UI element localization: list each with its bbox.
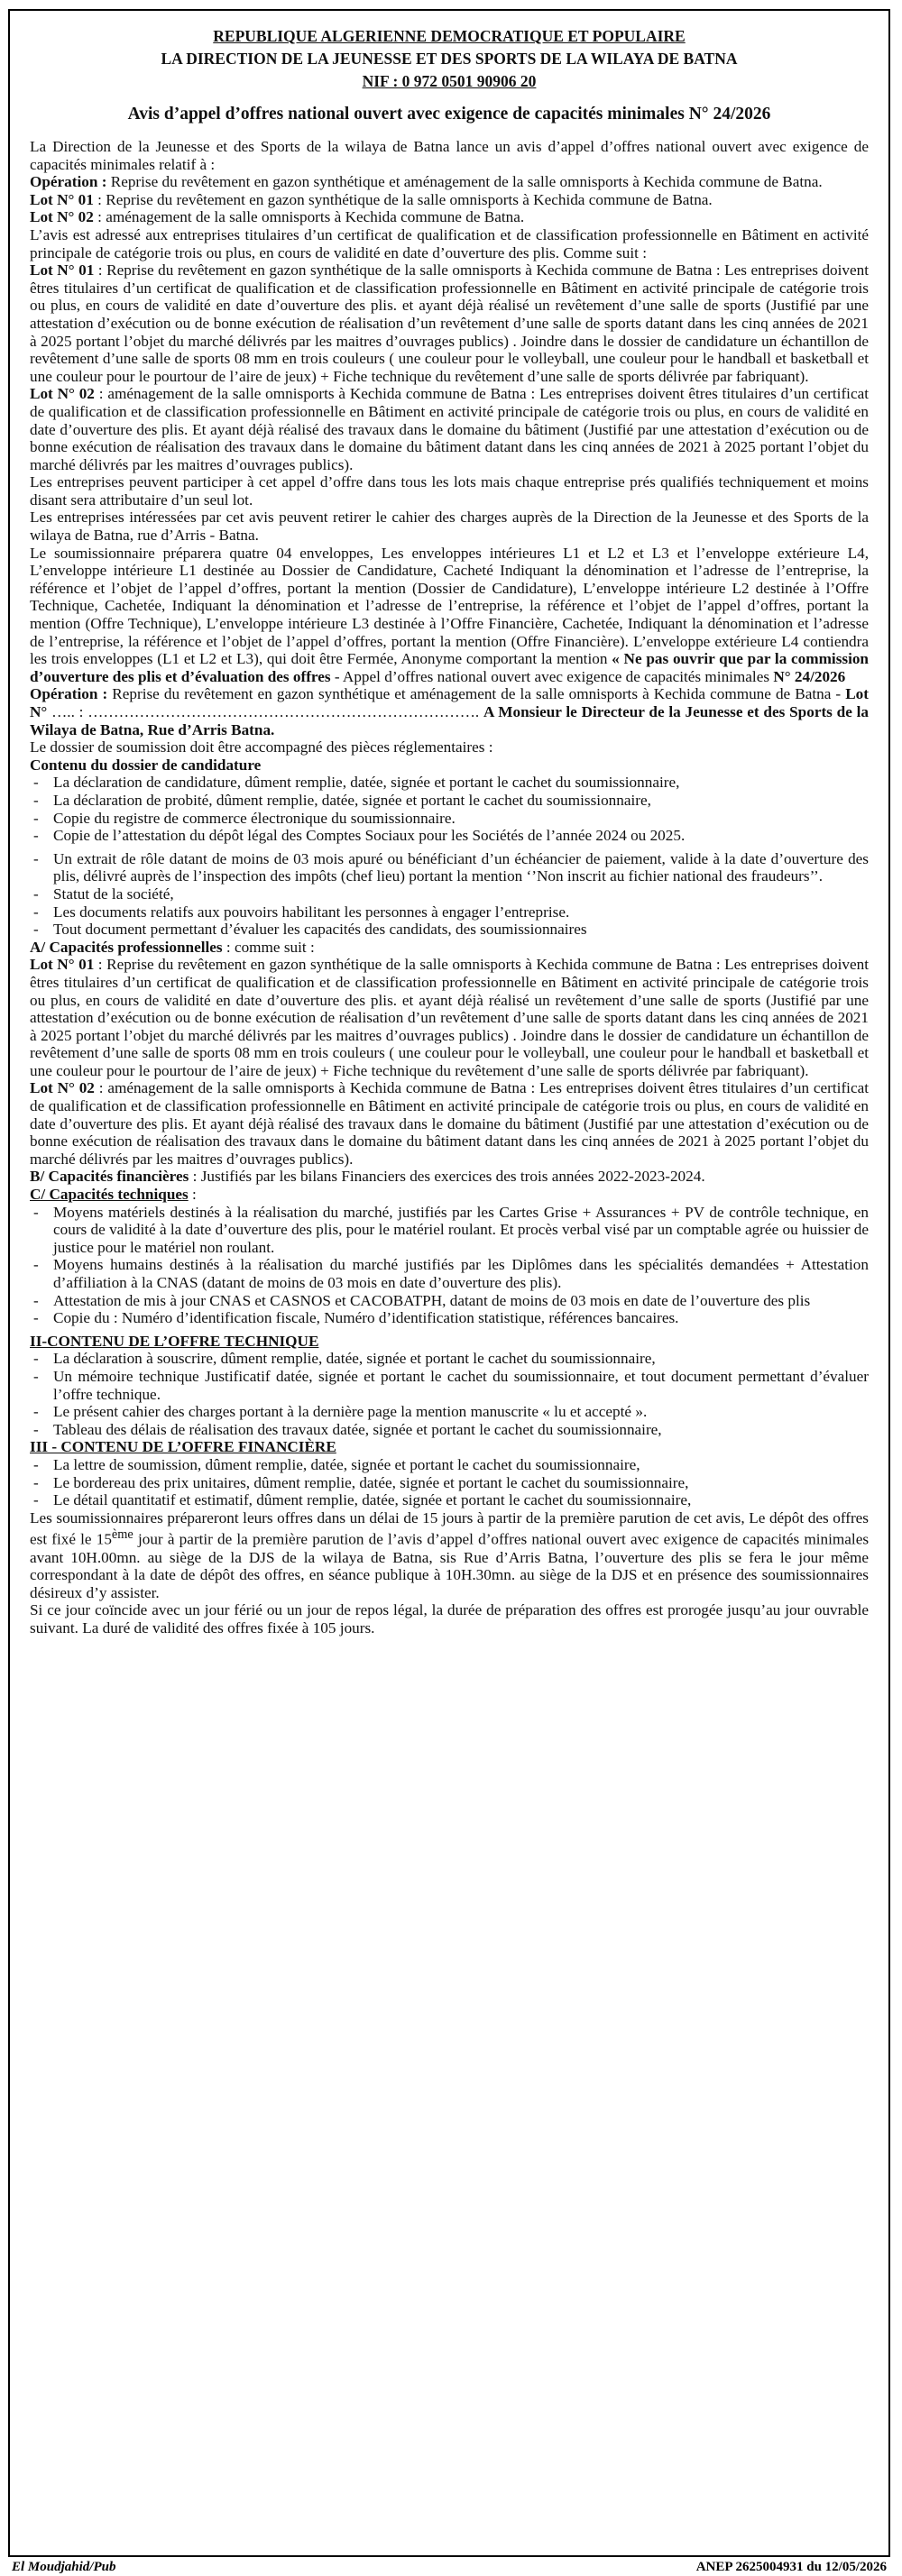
offre-technique-list: [30, 1350, 869, 1438]
list-item: - Moyens matériels destinés à la réalisation du marché, justifiés par les Cartes Grise + Assurances + PV de contrôle technique, en cours de validité à la date d’ouverture des plis, pour le matériel roulant. Et procès verbal visé par un comptable agrée ou huissier de justice pour le matériel non roulant.: [30, 1204, 869, 1257]
deadline-paragraph: Les soumissionnaires prépareront leurs offres dans un délai de 15 jours à partir de la première parution de cet avis, Le dépôt des offres est fixé le 15ème jour à partir de la première parution de l’avis d’appel d’offres national ouvert avec exigence de capacités minimales avant 10H.00mn. au siège de la DJS de la wilaya de Batna, sis Rue d’Arris Batna, l’ouverture des plis se fera le jour même correspondant à la date de dépôt des offres, en séance publique à 10H.30mn. au siège de la DJS et en présence des soumissionnaires désireux d’y assister.: [30, 1508, 870, 1601]
notice-page: [8, 9, 890, 2557]
lot1-line: Lot N° 01 : Reprise du revêtement en gazon synthétique de la salle omnisports à Kechida commune de Batna.: [30, 190, 713, 208]
operation-line: Opération : Reprise du revêtement en gazon synthétique et aménagement de la salle omnisports à Kechida commune de Batna.: [30, 173, 823, 191]
anep-reference: ANEP 2625004931 du 12/05/2026: [695, 2560, 887, 2574]
header-republic: REPUBLIQUE ALGERIENNE DEMOCRATIQUE ET POPULAIRE: [213, 27, 686, 45]
header-nif: NIF : 0 972 0501 90906 20: [362, 72, 537, 90]
operation-address-line: Opération : Reprise du revêtement en gazon synthétique et aménagement de la salle omnisports à Kechida commune de Batna - Lot N° ….. : …………………………………………………………………. A Monsieur le Directeur de la Jeunesse et des Sports de la Wilaya de Batna, Rue d’Arris Batna.: [30, 685, 869, 738]
eligibility-paragraph: L’avis est adressé aux entreprises titulaires d’un certificat de qualification et de classification professionnelle en Bâtiment en activité principale de catégorie trois ou plus, en cours de validité en date d’ouverture des plis. Comme suit :: [30, 225, 869, 261]
list-item: - Moyens humains destinés à la réalisation du marché justifiés par les Diplômes dans les spécialités demandées + Attestation d’affiliation à la CNAS (datant de moins de 03 mois en date d’ouverture des plis).: [30, 1256, 869, 1291]
header: [30, 25, 869, 93]
envelopes-paragraph: Le soumissionnaire préparera quatre 04 enveloppes, Les enveloppes intérieures L1 et L2 et L3 et l’enveloppe extérieure L4, L’enveloppe intérieure L1 destinée au Dossier de Candidature, Cacheté Indiquant la dénomination et l’adresse de l’entreprise, la référence et l’objet de l’appel d’offres, portant la mention (Dossier de Candidature), L’enveloppe intérieure L2 destinée à l’Offre Technique, Cachetée, Indiquant la dénomination et l’adresse de l’entreprise, la référence et l’objet de l’appel d’offres, portant la mention (Offre Technique), L’enveloppe intérieure L3 destinée à l’Offre Financière, Cachetée, Indiquant la dénomination et l’adresse de l’entreprise, la référence et l’objet de l’appel d’offres, portant la mention (Offre Financière). L’enveloppe extérieure L4 contiendra les trois enveloppes (L1 et L2 et L3), qui doit être Fermée, Anonyme comportant la mention « Ne pas ouvrir que par la commission d’ouverture des plis et d’évaluation des offres - Appel d’offres national ouvert avec exigence de capacités minimales N° 24/2026: [30, 544, 869, 685]
offre-financiere-heading: III - CONTENU DE L’OFFRE FINANCIÈRE: [30, 1438, 336, 1456]
publisher-credit: El Moudjahid/Pub: [12, 2560, 116, 2574]
list-item: - Statut de la société,: [30, 885, 869, 903]
list-item: - Un extrait de rôle datant de moins de 03 mois apuré ou bénéficiant d’un échéancier de paiement, valide à la date d’ouverture des plis, délivré auprès de l’inspection des impôts (chef lieu) portant la mention ‘’Non inscrit au fichier national des fraudeurs’’.: [30, 850, 869, 885]
footer: [8, 2559, 890, 2575]
offre-financiere-list: [30, 1456, 869, 1509]
lot2-requirements: Lot N° 02 : aménagement de la salle omnisports à Kechida commune de Batna : Les entreprises doivent êtres titulaires d’un certificat de qualification et de classification professionnelle en Bâtiment en activité principale de catégorie trois ou plus, en cours de validité en date d’ouverture des plis. Et ayant déjà réalisé des travaux dans le domaine du bâtiment (Justifié par une attestation d’exécution ou de bonne exécution de réalisation des travaux dans le domaine du bâtiment datant dans les cinq années de 2021 à 2025 portant l’objet du marché délivrés par les maitres d’ouvrages publics).: [30, 385, 869, 473]
list-item: - Un mémoire technique Justificatif datée, signée et portant le cachet du soumissionnaire, et tout document permettant d’évaluer l’offre technique.: [30, 1368, 869, 1403]
list-item: - Les documents relatifs aux pouvoirs habilitant les personnes à engager l’entreprise.: [30, 903, 869, 921]
list-item: - Attestation de mis à jour CNAS et CASNOS et CACOBATPH, datant de moins de 03 mois en date de l’ouverture des plis: [30, 1292, 869, 1310]
list-item: - Le présent cahier des charges portant à la dernière page la mention manuscrite « lu et accepté ».: [30, 1403, 869, 1421]
list-item: - Copie du : Numéro d’identification fiscale, Numéro d’identification statistique, références bancaires.: [30, 1309, 869, 1327]
participation-paragraph: Les entreprises peuvent participer à cet appel d’offre dans tous les lots mais chaque entreprise prés qualifiés techniquement et moins disant sera attributaire d’un seul lot.: [30, 473, 869, 509]
capacites-techniques-list: [30, 1204, 869, 1327]
capacites-techniques-heading: C/ Capacités techniques :: [30, 1186, 197, 1204]
list-item: - La lettre de soumission, dûment remplie, datée, signée et portant le cachet du soumissionnaire,: [30, 1456, 869, 1474]
list-item: - Le détail quantitatif et estimatif, dûment remplie, datée, signée et portant le cachet du soumissionnaire,: [30, 1491, 869, 1509]
lot2-requirements-repeat: Lot N° 02 : aménagement de la salle omnisports à Kechida commune de Batna : Les entreprises doivent êtres titulaires d’un certificat de qualification et de classification professionnelle en Bâtiment en activité principale de catégorie trois ou plus, en cours de validité en date d’ouverture des plis. Et ayant déjà réalisé des travaux dans le domaine du bâtiment (Justifié par une attestation d’exécution ou de bonne exécution de réalisation des travaux dans le domaine du bâtiment datant dans les cinq années de 2021 à 2025 portant l’objet du marché délivrés par les maitres d’ouvrages publics).: [30, 1079, 869, 1168]
capacites-financieres: B/ Capacités financières : Justifiés par les bilans Financiers des exercices des trois années 2022-2023-2024.: [30, 1168, 705, 1186]
submission-paragraph: Le dossier de soumission doit être accompagné des pièces réglementaires :: [30, 738, 493, 756]
list-item: - Tout document permettant d’évaluer les capacités des candidats, des soumissionnaires: [30, 921, 869, 939]
capacites-professionnelles-heading: A/ Capacités professionnelles : comme suit :: [30, 938, 315, 956]
intro-paragraph: La Direction de la Jeunesse et des Sports de la wilaya de Batna lance un avis d’appel d’offres national ouvert avec exigence de capacités minimales relatif à :: [30, 138, 869, 173]
lot1-requirements: Lot N° 01 : Reprise du revêtement en gazon synthétique de la salle omnisports à Kechida commune de Batna : Les entreprises doivent êtres titulaires d’un certificat de qualification et de classification professionnelle en Bâtiment en activité principale de catégorie trois ou plus, en cours de validité en date d’ouverture des plis. et ayant déjà réalisé un revêtement d’une salle de sports (Justifié par une attestation d’exécution ou de bonne exécution de réalisation d’un revêtement d’une salle de sports datant dans les cinq années de 2021 à 2025 portant l’objet du marché délivrés par les maitres d’ouvrages publics) . Joindre dans le dossier de candidature un échantillon de revêtement d’une salle de sports 08 mm en trois couleurs ( une couleur pour le volleyball, une couleur pour le handball et basketball et une couleur pour le pourtour de l’aire de jeux) + Fiche technique du revêtement d’une salle de sports délivrée par fabriquant).: [30, 261, 869, 385]
list-item: - La déclaration à souscrire, dûment remplie, datée, signée et portant le cachet du soumissionnaire,: [30, 1350, 869, 1368]
dossier-list-extra: [30, 850, 869, 939]
dossier-heading: Contenu du dossier de candidature: [30, 756, 262, 774]
offre-technique-heading: II-CONTENU DE L’OFFRE TECHNIQUE: [30, 1332, 319, 1350]
lot1-requirements-repeat: Lot N° 01 : Reprise du revêtement en gazon synthétique de la salle omnisports à Kechida commune de Batna : Les entreprises doivent êtres titulaires d’un certificat de qualification et de classification professionnelle en Bâtiment en activité principale de catégorie trois ou plus, en cours de validité en date d’ouverture des plis. et ayant déjà réalisé un revêtement d’une salle de sports (Justifié par une attestation d’exécution ou de bonne exécution de réalisation d’un revêtement d’une salle de sports datant dans les cinq années de 2021 à 2025 portant l’objet du marché délivrés par les maitres d’ouvrages publics) . Joindre dans le dossier de candidature un échantillon de revêtement d’une salle de sports 08 mm en trois couleurs ( une couleur pour le volleyball, une couleur pour le handball et basketball et une couleur pour le pourtour de l’aire de jeux) + Fiche technique du revêtement d’une salle de sports délivrée par fabriquant).: [30, 956, 869, 1079]
list-item: - Le bordereau des prix unitaires, dûment remplie, datée, signée et portant le cachet du soumissionnaire,: [30, 1474, 869, 1492]
list-item: - Tableau des délais de réalisation des travaux datée, signée et portant le cachet du soumissionnaire,: [30, 1421, 869, 1439]
list-item: - Copie de l’attestation du dépôt légal des Comptes Sociaux pour les Sociétés de l’année 2024 ou 2025.: [30, 827, 869, 845]
holiday-paragraph: Si ce jour coïncide avec un jour férié ou un jour de repos légal, la durée de préparation des offres est prorogée jusqu’au jour ouvrable suivant. La duré de validité des offres fixée à 105 jours.: [30, 1601, 869, 1637]
list-item: - La déclaration de candidature, dûment remplie, datée, signée et portant le cachet du soumissionnaire,: [30, 774, 869, 792]
withdrawal-paragraph: Les entreprises intéressées par cet avis peuvent retirer le cahier des charges auprès de la Direction de la Jeunesse et des Sports de la wilaya de Batna, rue d’Arris - Batna.: [30, 509, 869, 545]
notice-title: Avis d’appel d’offres national ouvert avec exigence de capacités minimales N° 24/2026: [127, 105, 771, 124]
header-direction: LA DIRECTION DE LA JEUNESSE ET DES SPORTS DE LA WILAYA DE BATNA: [161, 50, 738, 68]
list-item: - La déclaration de probité, dûment remplie, datée, signée et portant le cachet du soumissionnaire,: [30, 792, 869, 810]
list-item: - Copie du registre de commerce électronique du soumissionnaire.: [30, 810, 869, 828]
dossier-list: [30, 774, 869, 844]
lot2-line: Lot N° 02 : aménagement de la salle omnisports à Kechida commune de Batna.: [30, 208, 525, 226]
